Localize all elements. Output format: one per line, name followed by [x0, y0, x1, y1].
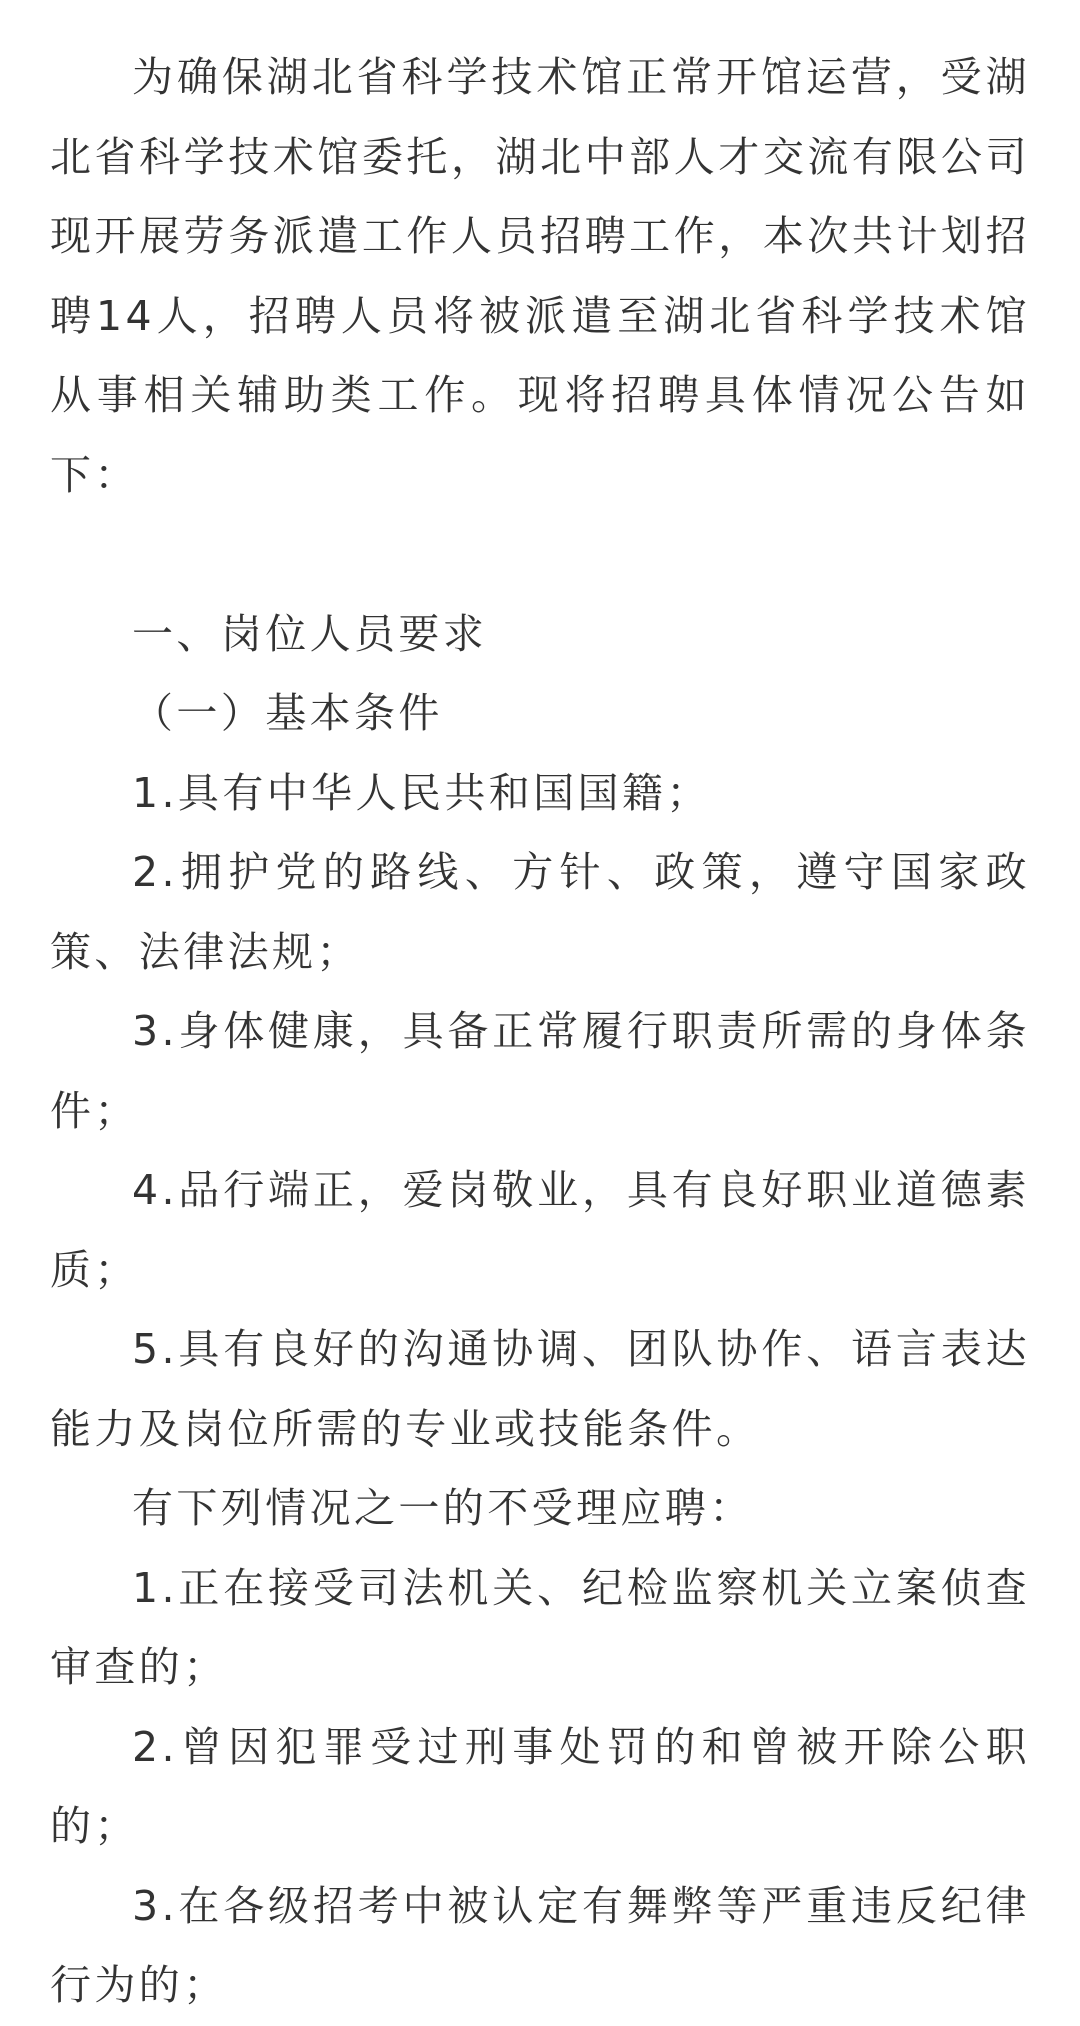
- condition-item-2: 2.拥护党的路线、方针、政策，遵守国家政策、法律法规；: [50, 848, 1030, 976]
- exclusion-item-3: 3.在各级招考中被认定有舞弊等严重违反纪律行为的；: [50, 1881, 1030, 2009]
- section-title: 一、岗位人员要求: [132, 609, 488, 658]
- condition-item-5: 5.具有良好的沟通协调、团队协作、语言表达能力及岗位所需的专业或技能条件。: [50, 1325, 1030, 1453]
- condition-item-4: 4.品行端正，爱岗敬业，具有良好职业道德素质；: [50, 1166, 1030, 1294]
- condition-item-3: 3.身体健康，具备正常履行职责所需的身体条件；: [50, 1007, 1030, 1135]
- intro-paragraph: 为确保湖北省科学技术馆正常开馆运营，受湖北省科学技术馆委托，湖北中部人才交流有限公司现开展劳务派遣工作人员招聘工作，本次共计划招聘14人，招聘人员将被派遣至湖北省科学技术馆从事相关辅助类工作。现将招聘具体情况公告如下：: [50, 53, 1030, 499]
- subsection-title: （一）基本条件: [132, 689, 443, 737]
- blank-line: [50, 515, 1030, 595]
- exclusion-intro: 有下列情况之一的不受理应聘：: [132, 1484, 754, 1532]
- exclusion-item-1: 1.正在接受司法机关、纪检监察机关立案侦查审查的；: [50, 1563, 1030, 1691]
- article-body: [50, 38, 1030, 2026]
- exclusion-item-2: 2.曾因犯罪受过刑事处罚的和曾被开除公职的；: [50, 1722, 1030, 1850]
- condition-item-1: 1.具有中华人民共和国国籍；: [132, 768, 711, 817]
